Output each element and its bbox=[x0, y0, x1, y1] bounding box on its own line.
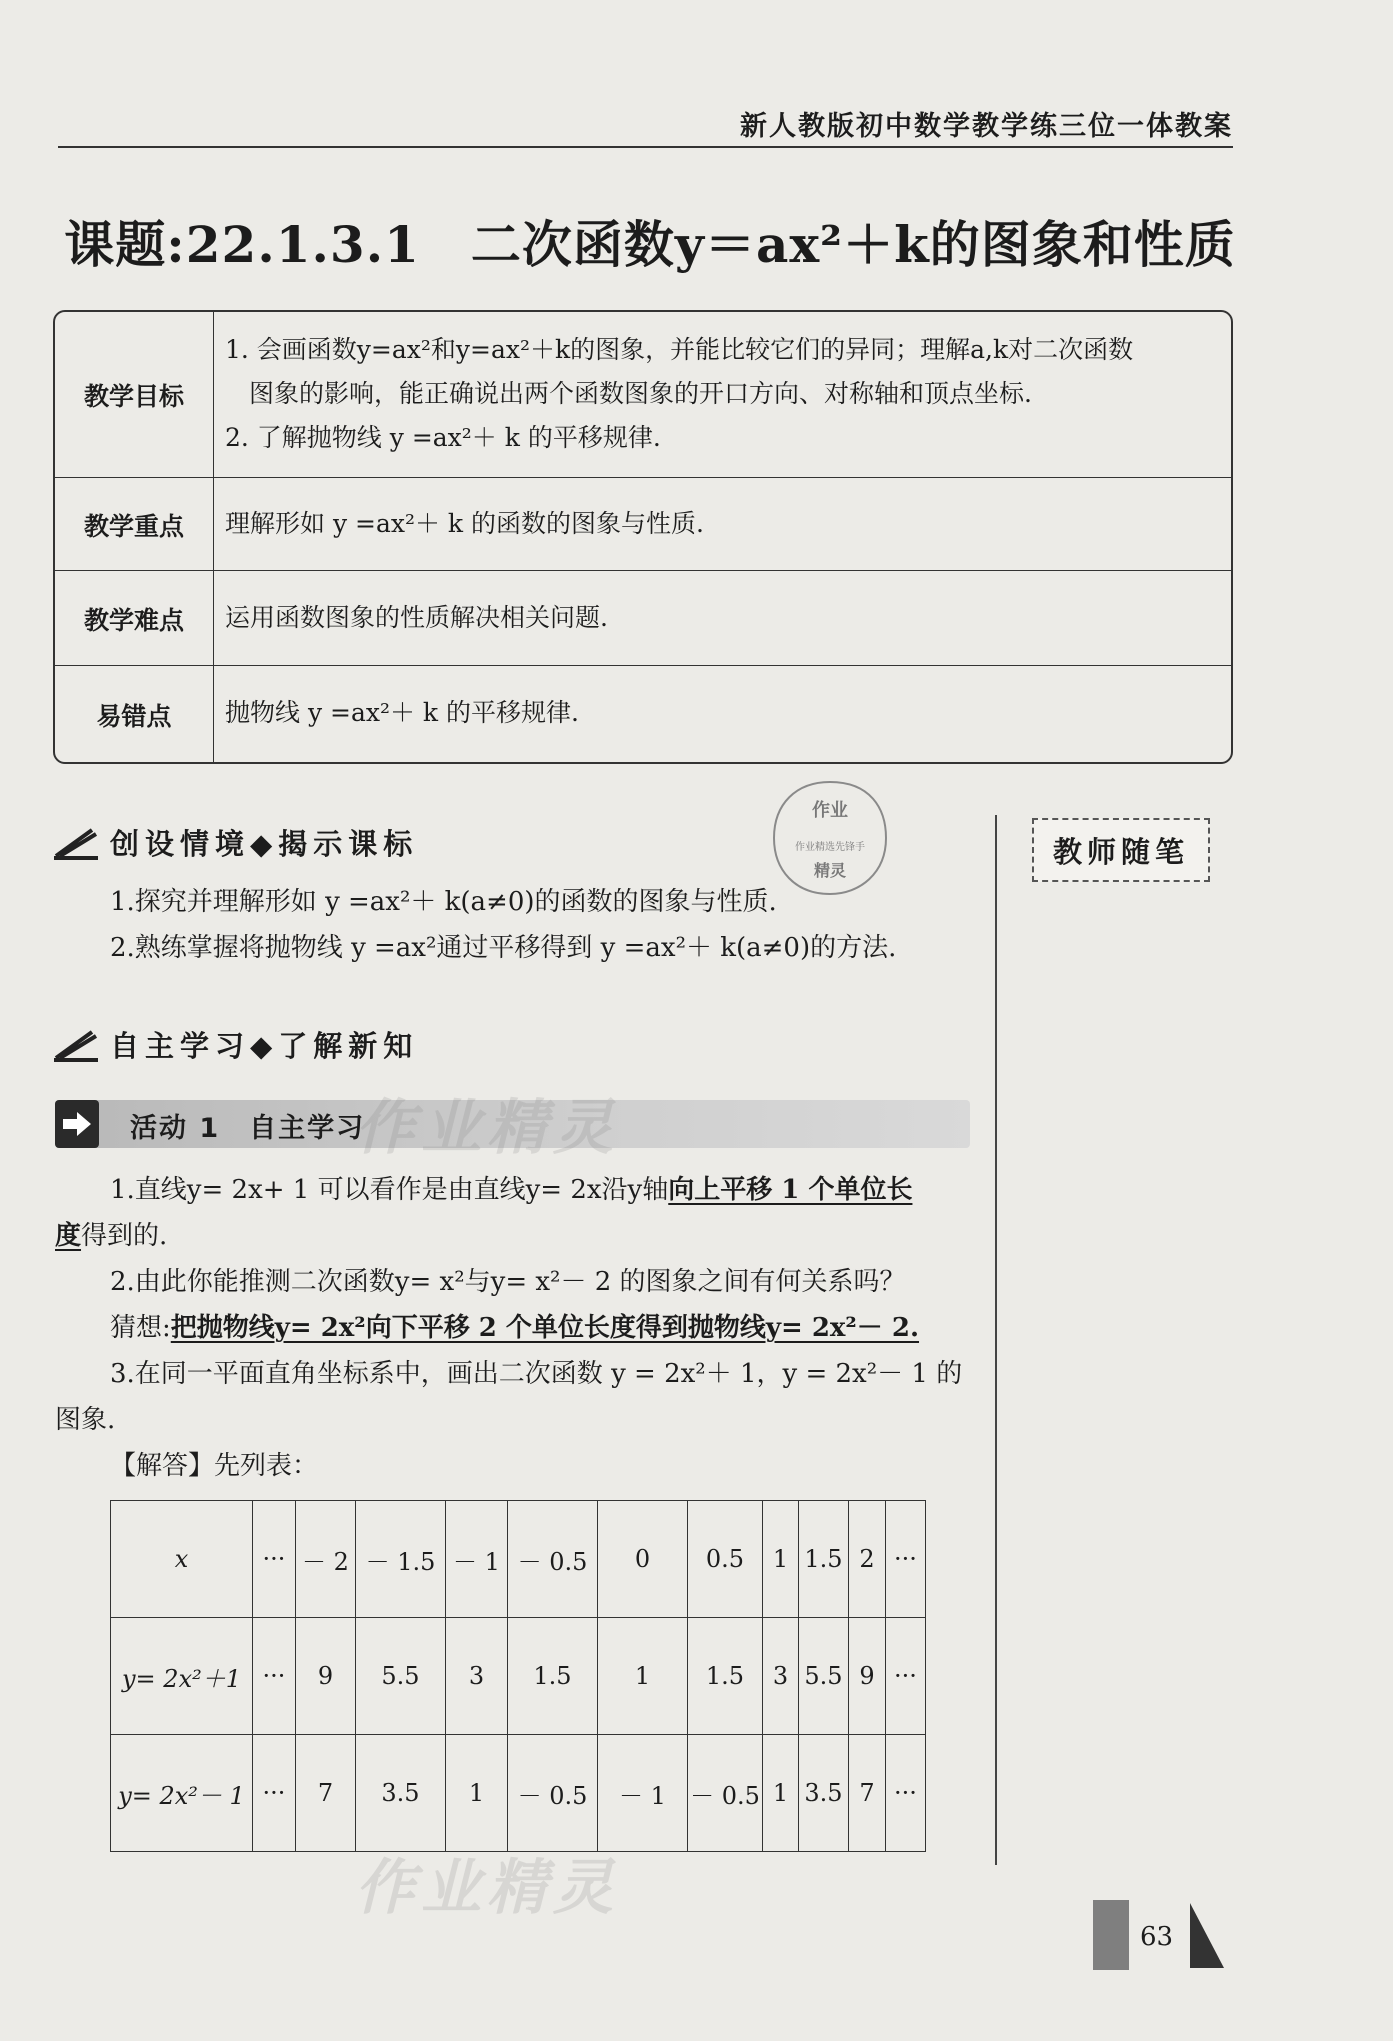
table-cell: ··· bbox=[886, 1501, 926, 1618]
table-cell: 9 bbox=[849, 1618, 886, 1735]
row-content bbox=[225, 596, 1223, 640]
table-cell: 1 bbox=[446, 1735, 508, 1852]
page-number: 63 bbox=[1140, 1922, 1174, 1952]
row-content bbox=[225, 691, 1223, 735]
table-cell: 1 bbox=[598, 1618, 688, 1735]
guess-line bbox=[110, 1306, 919, 1351]
header-divider bbox=[58, 146, 1233, 148]
value-table bbox=[110, 1500, 926, 1852]
content-line: 图象的影响，能正确说出两个函数图象的开口方向、对称轴和顶点坐标. bbox=[249, 379, 1032, 408]
table-cell: 1.5 bbox=[688, 1618, 763, 1735]
table-cell: ··· bbox=[253, 1501, 296, 1618]
content-line: 理解形如 y =ax²＋ k 的函数的图象与性质. bbox=[225, 509, 704, 538]
row-header: y= 2x²＋1 bbox=[111, 1618, 253, 1735]
section-heading-text: 创设情境◆揭示课标 bbox=[110, 827, 419, 861]
table-cell: 3.5 bbox=[799, 1735, 849, 1852]
content-line: 2. 了解抛物线 y =ax²＋ k 的平移规律. bbox=[225, 423, 661, 452]
row-label: 教学目标 bbox=[55, 312, 214, 477]
table-cell: － 0.5 bbox=[508, 1735, 598, 1852]
table-cell: 1 bbox=[763, 1735, 799, 1852]
question-text: 得到的. bbox=[81, 1221, 168, 1251]
page-marker-block bbox=[1093, 1900, 1129, 1970]
table-cell: － 0.5 bbox=[688, 1735, 763, 1852]
teacher-notes-label: 教师随笔 bbox=[1032, 818, 1210, 882]
section-heading-text: 自主学习◆了解新知 bbox=[110, 1029, 419, 1063]
table-cell: ··· bbox=[886, 1618, 926, 1735]
content-line: 抛物线 y =ax²＋ k 的平移规律. bbox=[225, 698, 579, 727]
stamp-logo bbox=[770, 778, 890, 898]
content-line: 运用函数图象的性质解决相关问题. bbox=[225, 603, 608, 632]
table-cell: ··· bbox=[886, 1735, 926, 1852]
notes-divider bbox=[995, 815, 997, 1865]
section-heading-context bbox=[52, 822, 418, 867]
stamp-top-text: 作业 bbox=[812, 800, 848, 821]
row-content bbox=[225, 502, 1223, 546]
row-content bbox=[225, 328, 1223, 460]
solution-label: 【解答】先列表： bbox=[110, 1451, 319, 1481]
table-cell: 3 bbox=[446, 1618, 508, 1735]
question-3-cont: 图象. bbox=[55, 1405, 116, 1435]
objectives-row-goals bbox=[55, 312, 1231, 477]
arrow-right-icon bbox=[55, 1100, 99, 1148]
table-cell: － 0.5 bbox=[508, 1501, 598, 1618]
pen-icon bbox=[52, 826, 100, 867]
question-2: 2.由此你能推测二次函数y= x²与y= x²－ 2 的图象之间有何关系吗？ bbox=[110, 1267, 906, 1297]
question-text: 1.直线y= 2x+ 1 可以看作是由直线y= 2x沿y轴 bbox=[110, 1175, 669, 1205]
table-cell: 0 bbox=[598, 1501, 688, 1618]
goal-item-2: 2.熟练掌握将抛物线 y =ax²通过平移得到 y =ax²＋ k(a≠0)的方法. bbox=[110, 933, 897, 963]
watermark-text: 作业精灵 bbox=[355, 1853, 619, 1923]
table-cell: 1.5 bbox=[508, 1618, 598, 1735]
table-row bbox=[111, 1735, 926, 1852]
objectives-row-pitfall bbox=[55, 665, 1231, 763]
goal-item-1: 1.探究并理解形如 y =ax²＋ k(a≠0)的函数的图象与性质. bbox=[110, 887, 777, 917]
table-cell: ··· bbox=[253, 1735, 296, 1852]
row-header: x bbox=[111, 1501, 253, 1618]
table-cell: 7 bbox=[849, 1735, 886, 1852]
row-label: 教学重点 bbox=[55, 478, 214, 571]
objectives-row-focus bbox=[55, 477, 1231, 571]
answer-text: 向上平移 1 个单位长 bbox=[668, 1175, 913, 1205]
answer-text: 把抛物线y= 2x²向下平移 2 个单位长度得到抛物线y= 2x²－ 2. bbox=[170, 1313, 920, 1343]
stamp-bottom-text: 精灵 bbox=[813, 861, 847, 880]
pen-icon bbox=[52, 1028, 100, 1069]
table-cell: 7 bbox=[296, 1735, 356, 1852]
row-label: 易错点 bbox=[55, 666, 214, 763]
answer-text: 度 bbox=[55, 1221, 82, 1251]
table-cell: 0.5 bbox=[688, 1501, 763, 1618]
table-cell: － 1 bbox=[446, 1501, 508, 1618]
question-1 bbox=[110, 1168, 912, 1213]
lesson-title: 课题:22.1.3.1 二次函数y＝ax²＋k的图象和性质 bbox=[64, 215, 1236, 274]
question-1-cont bbox=[55, 1214, 167, 1259]
question-3: 3.在同一平面直角坐标系中，画出二次函数 y = 2x²＋ 1，y = 2x²－ 1 的 bbox=[110, 1359, 963, 1389]
guess-label: 猜想: bbox=[110, 1313, 171, 1343]
table-cell: － 1.5 bbox=[356, 1501, 446, 1618]
table-cell: 3 bbox=[763, 1618, 799, 1735]
table-row bbox=[111, 1618, 926, 1735]
table-cell: 9 bbox=[296, 1618, 356, 1735]
table-cell: 2 bbox=[849, 1501, 886, 1618]
objectives-table bbox=[53, 310, 1233, 764]
table-cell: 5.5 bbox=[799, 1618, 849, 1735]
table-cell: 1 bbox=[763, 1501, 799, 1618]
table-cell: 3.5 bbox=[356, 1735, 446, 1852]
table-cell: 5.5 bbox=[356, 1618, 446, 1735]
table-row bbox=[111, 1501, 926, 1618]
table-cell: 1.5 bbox=[799, 1501, 849, 1618]
content-line: 1. 会画函数y=ax²和y=ax²＋k的图象，并能比较它们的异同；理解a,k对二次函数 bbox=[225, 335, 1134, 364]
table-cell: － 1 bbox=[598, 1735, 688, 1852]
activity-label: 活动 1 自主学习 bbox=[130, 1113, 366, 1144]
objectives-row-difficulty bbox=[55, 570, 1231, 666]
row-label: 教学难点 bbox=[55, 571, 214, 666]
stamp-middle-text: 作业精选先锋手 bbox=[795, 842, 865, 853]
watermark-text: 作业精灵 bbox=[355, 1093, 619, 1163]
row-header: y= 2x²－ 1 bbox=[111, 1735, 253, 1852]
book-title: 新人教版初中数学教学练三位一体教案 bbox=[740, 111, 1233, 142]
table-cell: ··· bbox=[253, 1618, 296, 1735]
table-cell: － 2 bbox=[296, 1501, 356, 1618]
section-heading-selfstudy bbox=[52, 1024, 418, 1069]
page-corner-triangle bbox=[1190, 1903, 1224, 1968]
